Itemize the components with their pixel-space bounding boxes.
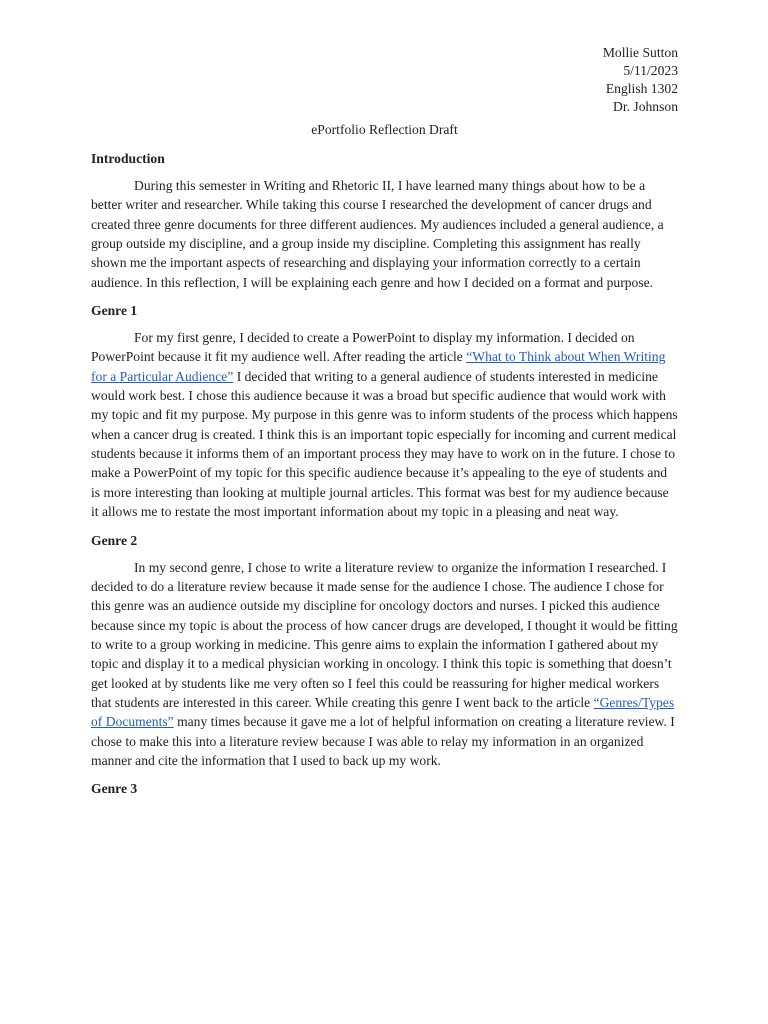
genre-2-text-after-link: many times because it gave me a lot of helpful information on creating a literature review. I chose to make this into a literature review because I was able to relay my information in an organized manner and cite the information that I used to back up my work. bbox=[91, 714, 675, 768]
genre-1-paragraph bbox=[91, 328, 678, 521]
header-block bbox=[91, 44, 678, 116]
genre-1-text-after-link: I decided that writing to a general audience of students interested in medicine would work best. I chose this audience because it was a broad but specific audience that would work with my topic and fit my purpose. My purpose in this genre was to inform students of the process which happens when a cancer drug is created. I think this is an important topic especially for incoming and current medical students because it informs them of an important process they may have to work on in the future. I chose to make a PowerPoint of my topic for this specific audience because it’s appealing to the eye of students and is more interesting than looking at multiple journal articles. This format was best for my audience because it allows me to restate the most important information about my topic in a pleasing and neat way. bbox=[91, 368, 678, 520]
document-title: ePortfolio Reflection Draft bbox=[311, 122, 458, 137]
instructor-name: Dr. Johnson bbox=[613, 99, 678, 114]
article-link-genres-types[interactable]: “Genres/Types of Documents” bbox=[91, 694, 675, 730]
date: 5/11/2023 bbox=[623, 63, 678, 78]
genre-2-text-before-link: In my second genre, I chose to write a literature review to organize the information I researched. I decided to do a literature review because it made sense for the audience I chose. The audience I chose for this genre was an audience outside my discipline for oncology doctors and nurses. I picked this audience because since my topic is about the process of how cancer drugs are developed, I thought it would be fitting to write to a group working in medicine. This genre aims to explain the information I gathered about my topic and display it to a medical physician working in oncology. I think this topic is something that doesn’t get looked at by students like me very often so I feel this could be reassuring for higher medical workers that students are interested in this career. While creating this genre I went back to the article bbox=[91, 559, 678, 710]
genre-1-text-before-link: For my first genre, I decided to create a PowerPoint to display my information. I decided on PowerPoint because it fit my audience well. After reading the article bbox=[91, 330, 635, 365]
author-name: Mollie Sutton bbox=[602, 45, 678, 60]
introduction-paragraph: During this semester in Writing and Rhetoric II, I have learned many things about how to be a better writer and researcher. While taking this course I researched the development of cancer drugs and created three genre documents for three different audiences. My audiences included a general audience, a group outside my discipline, and a group inside my discipline. Completing this assignment has really shown me the important aspects of researching and displaying your information correctly to a certain audience. In this reflection, I will be explaining each genre and how I decided on a format and purpose. bbox=[91, 178, 664, 290]
course-name: English 1302 bbox=[605, 81, 678, 96]
genre-2-paragraph bbox=[91, 558, 678, 771]
section-heading-genre-2: Genre 2 bbox=[91, 532, 138, 548]
article-link-particular-audience[interactable]: “What to Think about When Writing for a Particular Audience” bbox=[91, 349, 666, 384]
section-heading-genre-3: Genre 3 bbox=[91, 781, 138, 797]
section-heading-genre-1: Genre 1 bbox=[91, 303, 138, 319]
section-heading-introduction: Introduction bbox=[91, 151, 165, 166]
